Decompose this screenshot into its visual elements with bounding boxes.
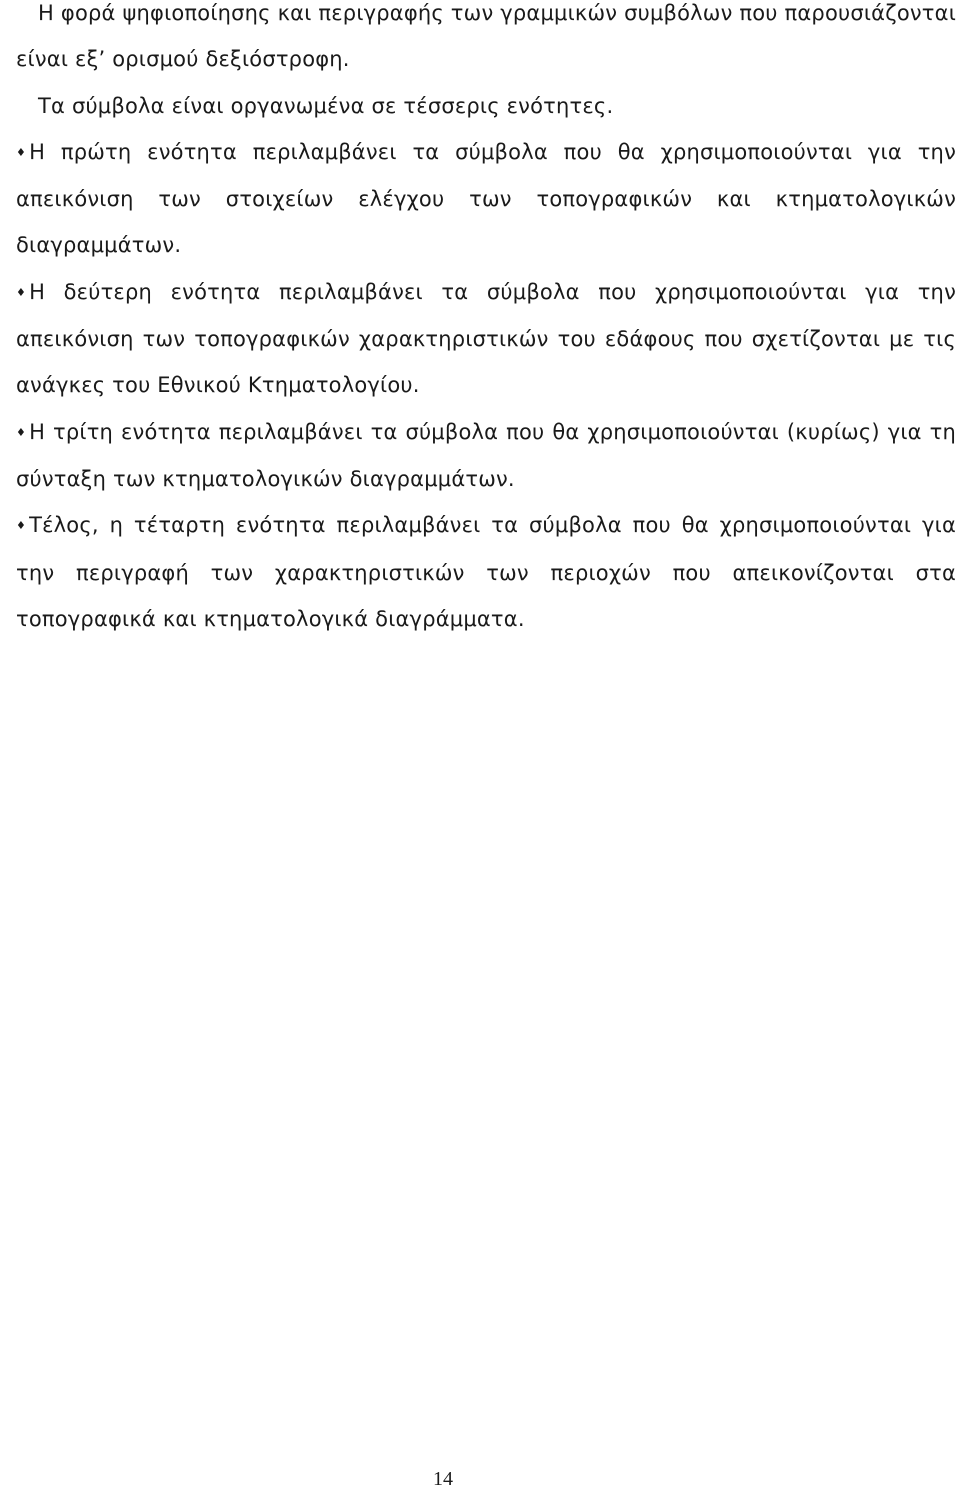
page-number: 14	[433, 1468, 453, 1490]
body-text	[16, 0, 956, 642]
diamond-bullet-icon: ♦	[16, 285, 27, 299]
list-item-text: Τέλος, η τέταρτη ενότητα περιλαμβάνει τα σύμβολα που θα χρησιμοποιούνται για την περιγραφή των χαρακτηριστικών των περιοχών που απεικονίζονται στα τοπογραφικά και κτηματολογικά διαγράμματα.	[16, 513, 956, 631]
diamond-bullet-icon: ♦	[16, 425, 27, 439]
list-item-text: Η τρίτη ενότητα περιλαμβάνει τα σύμβολα που θα χρησιμοποιούνται (κυρίως) για τη σύνταξη των κτηματολογικών διαγραμμάτων.	[16, 419, 956, 491]
list-item-text: Η δεύτερη ενότητα περιλαμβάνει τα σύμβολα που χρησιμοποιούνται για την απεικόνιση των τοπογραφικών χαρακτηριστικών του εδάφους που σχετίζονται με τις ανάγκες του Εθνικού Κτηματολογίου.	[16, 279, 956, 398]
diamond-bullet-icon: ♦	[16, 519, 27, 533]
list-item	[16, 409, 956, 503]
sections-intro-paragraph: Τα σύμβολα είναι οργανωμένα σε τέσσερις ενότητες.	[38, 93, 614, 118]
list-item-text: Η πρώτη ενότητα περιλαμβάνει τα σύμβολα που θα χρησιμοποιούνται για την απεικόνιση των στοιχείων ελέγχου των τοπογραφικών και κτηματολογικών διαγραμμάτων.	[16, 139, 956, 258]
intro-paragraph: Η φορά ψηφιοποίησης και περιγραφής των γραμμικών συμβόλων που παρουσιάζονται είναι εξ’ ορισμού δεξιόστροφη.	[16, 1, 956, 72]
diamond-bullet-icon: ♦	[16, 145, 27, 159]
list-item	[16, 269, 956, 409]
list-item	[16, 129, 956, 269]
list-item	[16, 502, 956, 642]
